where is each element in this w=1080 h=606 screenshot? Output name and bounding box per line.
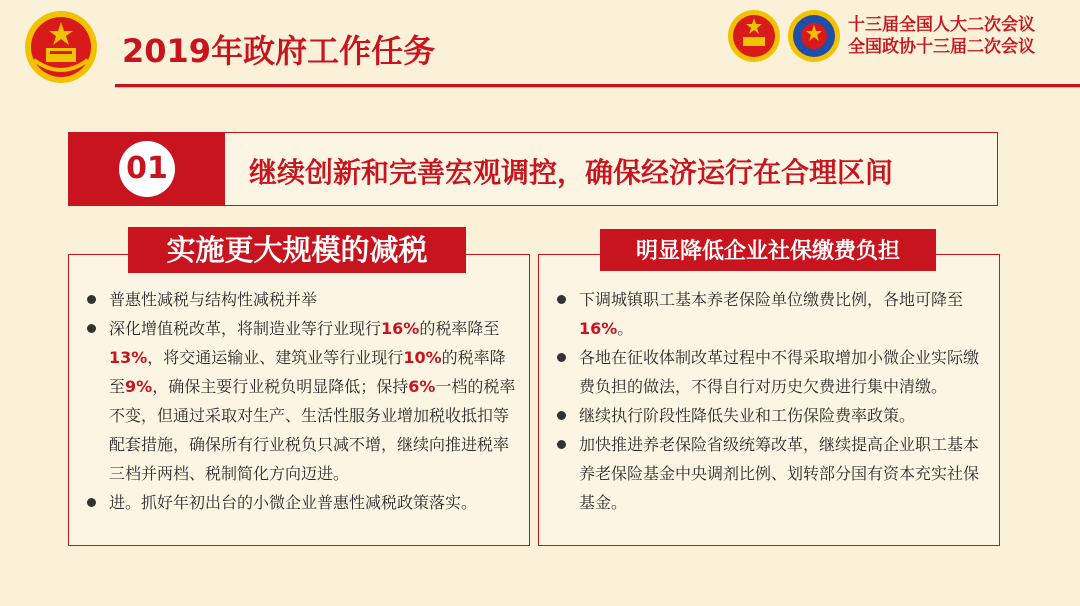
item-text: 一档的税率不变，但通过采取对生产、生活性服务业增加税收抵扣等配套措施，确保所有行业税负只减不增，继续向推进税率三档并两档、税制简化方向迈进。: [109, 377, 516, 483]
tax-cut-label: 实施更大规模的减税: [128, 227, 466, 273]
session-line-cppcc: 全国政协十三届二次会议: [848, 37, 1035, 57]
bullet-icon: [557, 411, 566, 420]
list-item: [85, 488, 519, 517]
section-number-box: [69, 133, 225, 205]
list-item: [85, 285, 519, 314]
item-text: 进。抓好年初出台的小微企业普惠性减税政策落实。: [109, 493, 478, 512]
item-text: 下调城镇职工基本养老保险单位缴费比例，各地可降至: [579, 290, 964, 309]
session-line-npc: 十三届全国人大二次会议: [848, 15, 1035, 35]
social-insurance-label: 明显降低企业社保缴费负担: [600, 229, 936, 271]
bullet-icon: [87, 498, 96, 507]
page-title: 2019年政府工作任务: [122, 32, 436, 70]
item-text: 普惠性减税与结构性减税并举: [109, 290, 318, 309]
national-emblem-icon: [22, 8, 100, 86]
item-text: 的税率降至: [109, 348, 506, 396]
item-text: ，将交通运输业、建筑业等行业现行: [147, 348, 404, 367]
highlight-rate: 13%: [109, 348, 148, 367]
item-text: 深化增值税改革，将制造业等行业现行: [109, 319, 382, 338]
list-item: [85, 314, 519, 488]
highlight-rate: 10%: [403, 348, 442, 367]
section-number: 01: [119, 141, 175, 197]
highlight-rate: 9%: [125, 377, 153, 396]
tax-cut-panel: [68, 254, 530, 546]
bullet-icon: [557, 440, 566, 449]
list-item: [555, 401, 989, 430]
list-item: [555, 430, 989, 517]
list-item: [555, 285, 989, 343]
national-emblem-icon: [726, 8, 782, 64]
session-info: [848, 14, 1035, 58]
social-insurance-list: [555, 285, 989, 517]
bullet-icon: [87, 295, 96, 304]
item-text: 加快推进养老保险省级统筹改革，继续提高企业职工基本养老保险基金中央调剂比例、划转部分国有资本充实社保基金。: [579, 435, 980, 512]
item-text: 继续执行阶段性降低失业和工伤保险费率政策。: [579, 406, 916, 425]
item-text: 的税率降至: [419, 319, 500, 338]
bullet-icon: [87, 324, 96, 333]
section-heading: 继续创新和完善宏观调控，确保经济运行在合理区间: [249, 156, 894, 189]
highlight-rate: 6%: [408, 377, 436, 396]
highlight-rate: 16%: [381, 319, 420, 338]
cppcc-emblem-icon: [786, 8, 842, 64]
bullet-icon: [557, 295, 566, 304]
section-banner: [68, 132, 998, 206]
item-text: 。: [617, 319, 634, 338]
list-item: [555, 343, 989, 401]
title-divider: [115, 84, 1080, 87]
tax-cut-list: [85, 285, 519, 517]
item-text: 各地在征收体制改革过程中不得采取增加小微企业实际缴费负担的做法，不得自行对历史欠费进行集中清缴。: [579, 348, 980, 396]
item-text: ，确保主要行业税负明显降低；保持: [152, 377, 409, 396]
highlight-rate: 16%: [579, 319, 618, 338]
bullet-icon: [557, 353, 566, 362]
social-insurance-panel: [538, 254, 1000, 546]
